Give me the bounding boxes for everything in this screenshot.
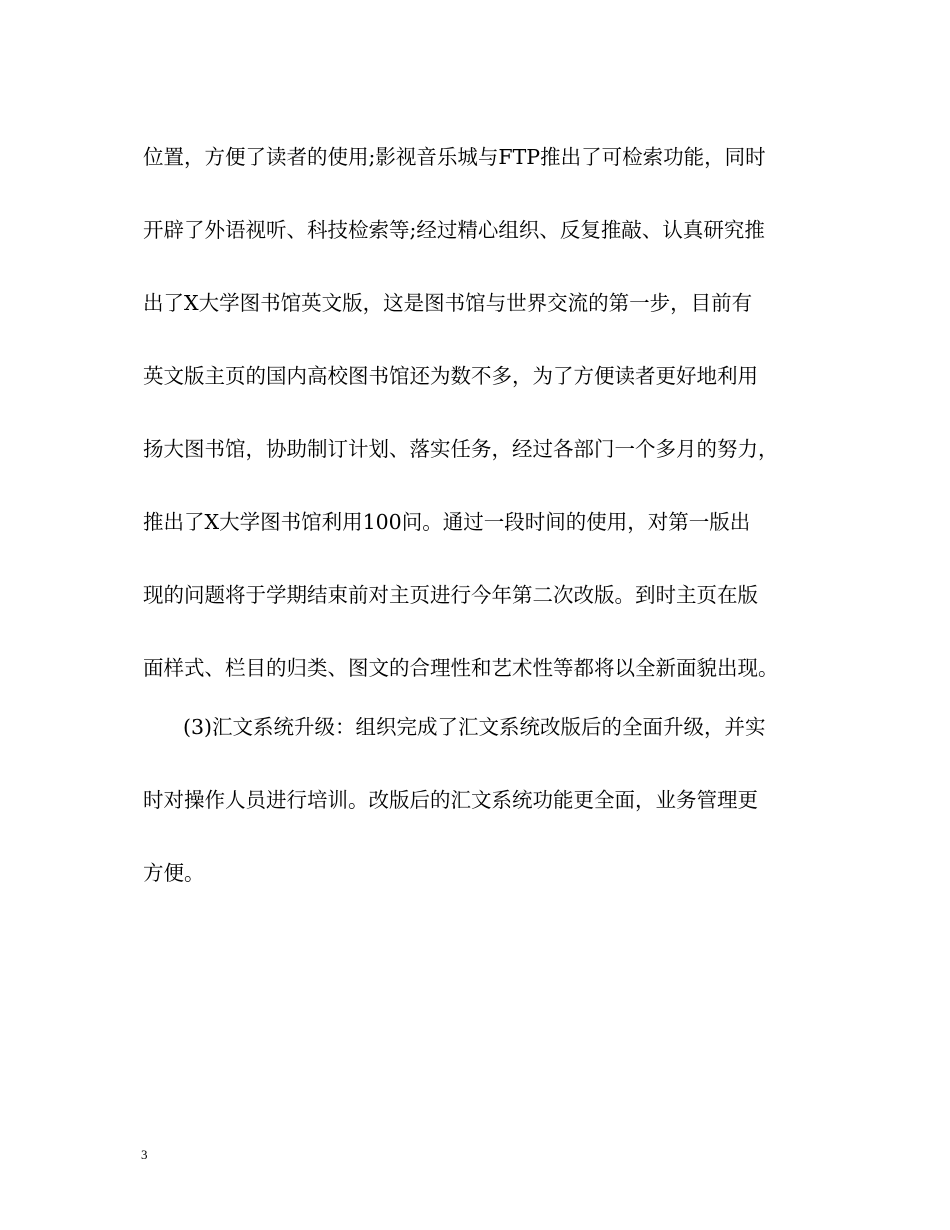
text-line: 位置，方便了读者的使用;影视音乐城与FTP推出了可检索功能，同时 (143, 145, 766, 169)
text-line: 时对操作人员进行培训。改版后的汇文系统功能更全面，业务管理更 (143, 788, 758, 812)
page-number: 3 (141, 1147, 148, 1162)
text-line: 现的问题将于学期结束前对主页进行今年第二次改版。到时主页在版 (143, 583, 758, 607)
text-line: 推出了X大学图书馆利用100问。通过一段时间的使用，对第一版出 (143, 510, 751, 534)
text-line: 开辟了外语视听、科技检索等;经过精心组织、反复推敲、认真研究推 (143, 218, 765, 242)
text-line: 出了X大学图书馆英文版，这是图书馆与世界交流的第一步，目前有 (143, 291, 753, 315)
text-line: 方便。 (143, 861, 205, 885)
text-line: 英文版主页的国内高校图书馆还为数不多，为了方便读者更好地利用 (143, 364, 758, 388)
text-line: 扬大图书馆，协助制订计划、落实任务，经过各部门一个多月的努力， (143, 437, 779, 461)
paragraph-first-line: (3)汇文系统升级：组织完成了汇文系统改版后的全面升级，并实 (183, 715, 766, 739)
text-line: 面样式、栏目的归类、图文的合理性和艺术性等都将以全新面貌出现。 (143, 656, 779, 680)
